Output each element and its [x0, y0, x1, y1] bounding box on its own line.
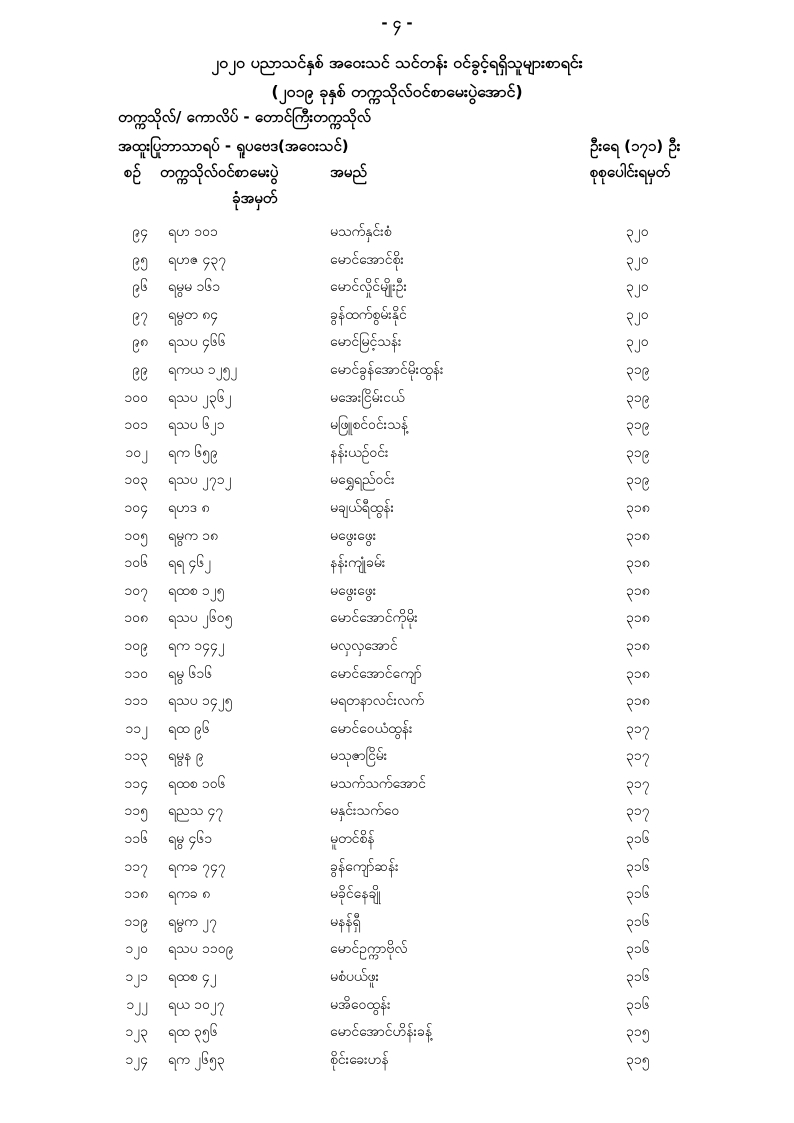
- row-score: ၃၁၇: [626, 803, 650, 820]
- row-score: ၃၁၈: [626, 637, 650, 654]
- table-row: [0, 411, 794, 439]
- row-score: ၃၁၈: [626, 555, 650, 572]
- row-number: ၁၀၁: [124, 417, 148, 434]
- row-score: ၃၁၆: [626, 941, 650, 958]
- row-score: ၃၁၅: [626, 1051, 650, 1068]
- page-number: - ၄ -: [381, 14, 413, 32]
- row-roll-number: ရဟ ၁၀၁: [168, 224, 218, 240]
- table-row: [0, 687, 794, 715]
- row-score: ၃၁၆: [626, 886, 650, 903]
- row-number: ၁၁၈: [124, 886, 148, 903]
- header-score: စုစုပေါင်းရမှတ်: [590, 163, 671, 181]
- row-score: ၃၂၀: [626, 224, 649, 240]
- row-name: မရတနာလင်းလက်: [330, 693, 424, 710]
- table-row: [0, 715, 794, 743]
- row-score: ၃၁၉: [626, 361, 650, 378]
- row-score: ၃၁၇: [626, 748, 650, 765]
- row-roll-number: ရရ ၄၆၂: [168, 555, 212, 572]
- table-row: [0, 770, 794, 798]
- header-roll: တက္ကသိုလ်ဝင်စာမေးပွဲ: [160, 163, 279, 181]
- row-name: မသက်သက်အောင်: [330, 775, 426, 792]
- row-number: ၁၁၁: [124, 693, 148, 710]
- row-name: မချယ်ရီထွန်း: [330, 499, 395, 516]
- table-row: [0, 797, 794, 825]
- header-no: စဉ်: [124, 163, 141, 181]
- table-row: [0, 935, 794, 963]
- table-row: [0, 742, 794, 770]
- row-name: မောင်လှိုင်မျိုးဦး: [330, 279, 408, 296]
- table-row: [0, 853, 794, 881]
- row-score: ၃၁၉: [626, 472, 650, 489]
- row-number: ၁၀၈: [124, 610, 148, 627]
- table-row: [0, 604, 794, 632]
- table-row: [0, 301, 794, 329]
- row-name: စိုင်းခေးဟန်: [330, 1051, 389, 1068]
- table-row: [0, 384, 794, 412]
- row-roll-number: ရသပ ၁၄၂၅: [168, 693, 233, 710]
- row-number: ၁၁၂: [125, 720, 148, 737]
- row-score: ၃၁၈: [626, 582, 650, 599]
- row-number: ၁၁၀: [124, 665, 148, 682]
- row-name: မူတင်စိန်: [330, 831, 375, 848]
- row-name: မအိဝေထွန်း: [330, 996, 391, 1013]
- row-name: မခိုင်နေချို: [330, 886, 381, 903]
- row-roll-number: ရမွမ ၁၆၁: [168, 279, 221, 296]
- row-name: မဖွေးဖွေး: [330, 527, 377, 544]
- row-score: ၃၁၉: [626, 389, 650, 406]
- row-name: မနှင်းသက်ဝေ: [330, 803, 400, 820]
- row-name: မရွှေရည်ဝင်း: [330, 472, 395, 489]
- row-roll-number: ရထစ ၄၂: [168, 969, 217, 986]
- table-row: [0, 632, 794, 660]
- row-score: ၃၁၇: [626, 720, 650, 737]
- table-row: [0, 1018, 794, 1046]
- row-roll-number: ရက ၂၆၅၃: [168, 1051, 225, 1068]
- row-roll-number: ရက ၆၅၉: [168, 444, 218, 461]
- row-number: ၉၇: [132, 306, 148, 323]
- row-score: ၃၁၈: [626, 610, 650, 627]
- row-number: ၁၂၁: [125, 969, 148, 986]
- row-number: ၁၀၅: [124, 527, 148, 544]
- row-roll-number: ရသပ ၂၆၀၅: [168, 610, 233, 627]
- row-name: မသုဇာငြိမ်း: [330, 748, 388, 765]
- table-row: [0, 991, 794, 1019]
- row-number: ၁၂၀: [125, 941, 148, 958]
- row-number: ၁၀၃: [124, 472, 148, 489]
- row-score: ၃၁၉: [626, 444, 650, 461]
- row-roll-number: ရသပ ၄၆၆: [168, 334, 226, 351]
- row-roll-number: ရညသ ၄၇: [168, 803, 224, 820]
- row-score: ၃၂၀: [626, 279, 649, 296]
- row-name: မနန်ရှီ: [330, 913, 361, 930]
- row-roll-number: ရဟဇ ၄၃၇: [168, 251, 227, 268]
- university-line: တက္ကသိုလ်/ ကောလိပ် - ‌တောင်ကြီးတက္ကသိုလ်: [118, 108, 371, 126]
- student-count: ဦးရေ (၁၇၁) ဦး: [590, 137, 681, 155]
- row-number: ၁၂၄: [125, 1051, 148, 1068]
- row-number: ၁၁၄: [124, 775, 148, 792]
- row-roll-number: ရကခ ၈: [168, 886, 211, 903]
- row-number: ၁၁၉: [124, 913, 148, 930]
- row-roll-number: ရမွ ၆၁၆: [168, 665, 213, 682]
- row-roll-number: ရထ ၉၆: [168, 720, 210, 737]
- row-score: ၃၁၈: [626, 693, 650, 710]
- table-row: [0, 439, 794, 467]
- row-roll-number: ရမွ ၄၆၁: [168, 831, 213, 848]
- row-score: ၃၂၀: [626, 306, 649, 323]
- row-roll-number: ရမွန ၉: [168, 748, 204, 765]
- table-row: [0, 1046, 794, 1074]
- row-number: ၉၅: [132, 251, 148, 268]
- row-name: မဖြူစင်ဝင်းသန့်: [330, 417, 408, 434]
- row-roll-number: ရကခ ၇၄၇: [168, 858, 226, 875]
- row-roll-number: ရထ ၃၅၆: [168, 1024, 218, 1041]
- row-name: မအေးငြိမ်းငယ်: [330, 389, 405, 406]
- row-score: ၃၂၀: [626, 334, 649, 351]
- row-number: ၉၈: [132, 334, 148, 351]
- row-name: ခွန်ကျော်ဆန်း: [330, 858, 399, 875]
- row-score: ၃၁၈: [626, 665, 650, 682]
- row-number: ၁၁၅: [124, 803, 148, 820]
- row-number: ၁၀၇: [124, 582, 148, 599]
- header-name: အမည်: [330, 163, 367, 181]
- row-name: မောင်အောင်စိုး: [330, 251, 404, 268]
- table-row: [0, 218, 794, 246]
- row-name: မောင်မြင့်သန်း: [330, 334, 402, 351]
- row-name: မောင်အောင်ကျော်: [330, 665, 422, 682]
- row-name: မစံပယ်ဖူး: [330, 969, 379, 986]
- row-roll-number: ရထစ ၁၀၆: [168, 775, 226, 792]
- row-number: ၁၂၃: [125, 1024, 148, 1041]
- row-name: မောင်ခွန်အောင်မိုးထွန်း: [330, 361, 444, 378]
- row-number: ၁၂၂: [126, 996, 148, 1013]
- row-score: ၃၁၈: [626, 499, 650, 516]
- row-score: ၃၁၆: [626, 969, 650, 986]
- document-subtitle: (၂၀၁၉ ခုနှစ် တက္ကသိုလ်ဝင်စာမေးပွဲအောင်): [271, 82, 523, 101]
- row-name: နန်းယဥ်ဝင်း: [330, 444, 389, 461]
- student-list: [0, 218, 794, 1073]
- table-row: [0, 494, 794, 522]
- document-title: ၂၀၂၀ ပညာသင်နှစ် အဝေးသင် သင်တန်း ဝင်ခွင့်ရရှိသူများစာရင်း: [211, 53, 583, 72]
- row-score: ၃၁၆: [626, 831, 650, 848]
- row-name: နန်းကျုံခမ်း: [330, 555, 386, 572]
- row-roll-number: ရမွက ၁၈: [168, 527, 219, 544]
- row-roll-number: ရသပ ၁၁၀၉: [168, 941, 234, 958]
- row-roll-number: ရယ ၁၀၂၇: [168, 996, 225, 1013]
- row-number: ၉၉: [132, 361, 148, 378]
- row-score: ၃၂၀: [626, 251, 649, 268]
- row-number: ၁၁၆: [124, 831, 148, 848]
- subject-line: အထူးပြုဘာသာရပ် - ရူပဗေဒ(အဝေးသင်): [118, 137, 349, 155]
- row-name: မသက်နှင်းစံ: [330, 224, 392, 240]
- row-score: ၃၁၇: [626, 775, 650, 792]
- row-number: ၉၄: [132, 224, 148, 240]
- row-roll-number: ရထစ ၁၂၅: [168, 582, 225, 599]
- row-score: ၃၁၆: [626, 996, 650, 1013]
- row-name: မောင်အောင်ကိုမိုး: [330, 610, 418, 627]
- table-row: [0, 908, 794, 936]
- table-row: [0, 246, 794, 274]
- table-row: [0, 963, 794, 991]
- row-roll-number: ရမွတ ၈၄: [168, 306, 218, 323]
- table-row: [0, 356, 794, 384]
- table-row: [0, 549, 794, 577]
- row-number: ၁၀၂: [125, 444, 148, 461]
- row-score: ၃၁၅: [626, 1024, 650, 1041]
- row-roll-number: ရကယ ၁၂၅၂: [168, 361, 238, 378]
- table-row: [0, 880, 794, 908]
- header-roll-line2: ခုံအမှတ်: [232, 189, 278, 207]
- row-name: မောင်ဥက္ကာဗိုလ်: [330, 941, 408, 958]
- table-row: [0, 522, 794, 550]
- table-row: [0, 577, 794, 605]
- row-number: ၁၁၇: [124, 858, 148, 875]
- row-name: မဖွေးဖွေး: [330, 582, 377, 599]
- row-number: ၁၀၉: [124, 637, 148, 654]
- table-row: [0, 660, 794, 688]
- row-name: မောင်ဝေယံထွန်း: [330, 720, 413, 737]
- row-number: ၁၀၆: [124, 555, 148, 572]
- row-number: ၁၀၀: [124, 389, 148, 406]
- row-roll-number: ရသပ ၂၇၁၂: [168, 472, 232, 489]
- row-score: ၃၁၈: [626, 527, 650, 544]
- row-name: မလှလှအောင်: [330, 637, 398, 654]
- row-roll-number: ရသပ ၆၂၁: [168, 417, 225, 434]
- table-row: [0, 273, 794, 301]
- row-score: ၃၁၆: [626, 858, 650, 875]
- row-name: မောင်အောင်ဟိန်းခန့်: [330, 1024, 433, 1041]
- row-score: ၃၁၆: [626, 913, 650, 930]
- row-roll-number: ရမွက ၂၇: [168, 913, 217, 930]
- row-number: ၁၁၃: [124, 748, 148, 765]
- row-roll-number: ရသပ ၂၃၆၂: [168, 389, 232, 406]
- table-row: [0, 328, 794, 356]
- row-score: ၃၁၉: [626, 417, 650, 434]
- table-row: [0, 825, 794, 853]
- table-row: [0, 466, 794, 494]
- row-number: ၉၆: [132, 279, 148, 296]
- row-number: ၁၀၄: [124, 499, 148, 516]
- row-roll-number: ရဟဒ ၈: [168, 499, 210, 516]
- row-name: ခွန်ထက်စွမ်းနိုင်: [330, 306, 407, 323]
- row-roll-number: ရက ၁၄၄၂: [168, 637, 225, 654]
